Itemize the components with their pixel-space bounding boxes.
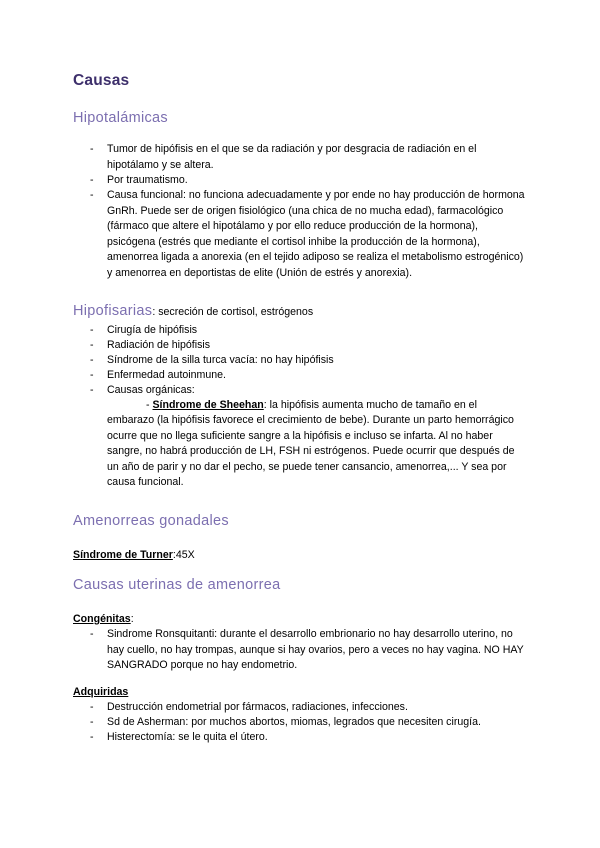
list-bullet: - bbox=[90, 354, 94, 366]
list-item: Causa funcional: no funciona adecuadamente y por ende no hay producción de hormona GnRh. Puede ser de origen fisiológico (una chica de no mucha edad), farmacológico (fármaco que altere el hipotálamo y por ello reduce producción de la hormona), psicógena (estrés que mediante el cortisol inhibe la producción de la hormona), amenorrea ligada a anorexia (en el tejido adiposo se realiza el metabolismo estrogénico) y amenorrea en deportistas de elite (Unión de estrés y anorexia). bbox=[107, 189, 525, 279]
heading-hipotalamicas: Hipotalámicas bbox=[73, 110, 168, 126]
list-bullet: - bbox=[90, 143, 94, 155]
turner-term: Síndrome de Turner bbox=[73, 549, 173, 561]
list-item: Cirugía de hipófisis bbox=[107, 324, 198, 336]
heading-gonadales: Amenorreas gonadales bbox=[73, 513, 229, 529]
sheehan-dash: - bbox=[146, 399, 150, 411]
list-bullet: - bbox=[90, 174, 94, 186]
heading-uterinas: Causas uterinas de amenorrea bbox=[73, 577, 281, 593]
congenitas-colon: : bbox=[130, 613, 134, 625]
list-item: Síndrome de la silla turca vacía: no hay hipófisis bbox=[107, 354, 334, 366]
sheehan-term: Síndrome de Sheehan bbox=[152, 399, 264, 411]
list-item: Sd de Asherman: por muchos abortos, miomas, legrados que necesiten cirugía. bbox=[107, 716, 481, 728]
list-item: Tumor de hipófisis en el que se da radiación y por desgracia de radiación en el hipotálamo y se altera. bbox=[107, 143, 477, 171]
heading-hipofisarias-line bbox=[73, 302, 313, 320]
list-bullet: - bbox=[90, 339, 94, 351]
adquiridas-label: Adquiridas bbox=[73, 686, 129, 698]
list-bullet: - bbox=[90, 369, 94, 381]
list-bullet: - bbox=[90, 384, 94, 396]
sheehan-paragraph: embarazo (la hipófisis favorece el crecimiento de bebe). Durante un parto hemorrágico ocurre que no llega suficiente sangre a la hipófisis e incluso se infarta. Al no haber sangre, no habrá producción de LH, FSH ni estrógenos. Puede ocurrir que después de un año de parir y no dar el pecho, se puede tener cansancio, amenorrea,... Y sea por causa funcional. bbox=[107, 414, 515, 489]
sheehan-first-line bbox=[146, 398, 477, 414]
heading-hipofisarias: Hipofisarias bbox=[73, 303, 153, 319]
list-bullet: - bbox=[90, 189, 94, 201]
turner-line bbox=[73, 548, 195, 564]
list-item: Enfermedad autoinmune. bbox=[107, 369, 226, 381]
page-title: Causas bbox=[73, 72, 130, 89]
sheehan-first-line-text: : la hipófisis aumenta mucho de tamaño en el bbox=[263, 399, 477, 411]
turner-value: :45X bbox=[172, 549, 195, 561]
list-bullet: - bbox=[90, 324, 94, 336]
congenitas-label: Congénitas bbox=[73, 613, 131, 625]
list-bullet: - bbox=[90, 716, 94, 728]
list-item: Destrucción endometrial por fármacos, radiaciones, infecciones. bbox=[107, 701, 408, 713]
list-item: Radiación de hipófisis bbox=[107, 339, 211, 351]
list-bullet: - bbox=[90, 701, 94, 713]
list-item: Histerectomía: se le quita el útero. bbox=[107, 731, 268, 743]
list-bullet: - bbox=[90, 628, 94, 640]
list-item: Causas orgánicas: bbox=[107, 384, 195, 396]
list-item: Por traumatismo. bbox=[107, 174, 188, 186]
list-item: Sindrome Ronsquitanti: durante el desarrollo embrionario no hay desarrollo uterino, no hay cuello, no hay trompas, aunque si hay ovarios, pero a veces no hay vagina. NO HAY SANGRADO porque no hay endometrio. bbox=[107, 628, 524, 672]
heading-hipofisarias-suffix: : secreción de cortisol, estrógenos bbox=[152, 306, 314, 318]
congenitas-label-line bbox=[73, 612, 134, 628]
list-bullet: - bbox=[90, 731, 94, 743]
